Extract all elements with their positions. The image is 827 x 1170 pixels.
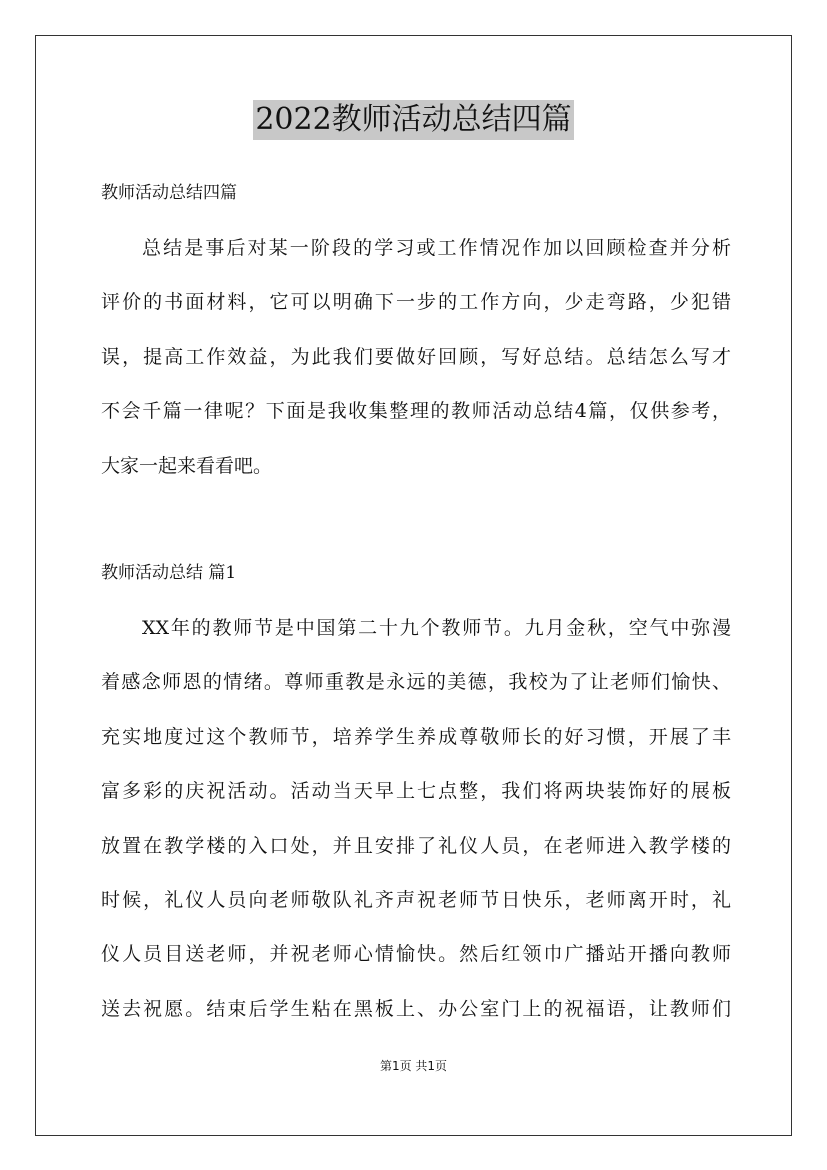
paragraph-line: 充实地度过这个教师节，培养学生养成尊敬师长的好习惯，开展了丰	[101, 725, 731, 748]
paragraph-line: 大家一起来看看吧。	[101, 454, 273, 477]
paragraph-line: 总结是事后对某一阶段的学习或工作情况作加以回顾检查并分析	[142, 237, 731, 259]
paragraph-line: 不会千篇一律呢？下面是我收集整理的教师活动总结4篇，仅供参考，	[101, 400, 731, 423]
section-heading: 教师活动总结 篇1	[101, 563, 237, 583]
intro-heading: 教师活动总结四篇	[101, 183, 237, 203]
intro-paragraph	[101, 221, 731, 493]
page-footer: 第1页 共1页	[379, 1059, 448, 1073]
title-container	[0, 100, 827, 140]
document-title: 2022教师活动总结四篇	[253, 100, 573, 140]
paragraph-line: 时候，礼仪人员向老师敬队礼齐声祝老师节日快乐，老师离开时，礼	[101, 888, 731, 911]
paragraph-line: XX年的教师节是中国第二十九个教师节。九月金秋，空气中弥漫	[142, 617, 731, 639]
paragraph-line: 着感念师恩的情绪。尊师重教是永远的美德，我校为了让老师们愉快、	[101, 671, 731, 694]
paragraph-line: 放置在教学楼的入口处，并且安排了礼仪人员，在老师进入教学楼的	[101, 834, 731, 857]
paragraph-line: 误，提高工作效益，为此我们要做好回顾，写好总结。总结怎么写才	[101, 345, 731, 368]
paragraph-line: 仪人员目送老师，并祝老师心情愉快。然后红领巾广播站开播向教师	[101, 943, 731, 966]
section-paragraph	[101, 601, 731, 1036]
paragraph-line: 富多彩的庆祝活动。活动当天早上七点整，我们将两块装饰好的展板	[101, 780, 731, 803]
paragraph-line: 送去祝愿。结束后学生粘在黑板上、办公室门上的祝福语，让教师们	[101, 997, 731, 1020]
paragraph-line: 评价的书面材料，它可以明确下一步的工作方向，少走弯路，少犯错	[101, 291, 731, 314]
